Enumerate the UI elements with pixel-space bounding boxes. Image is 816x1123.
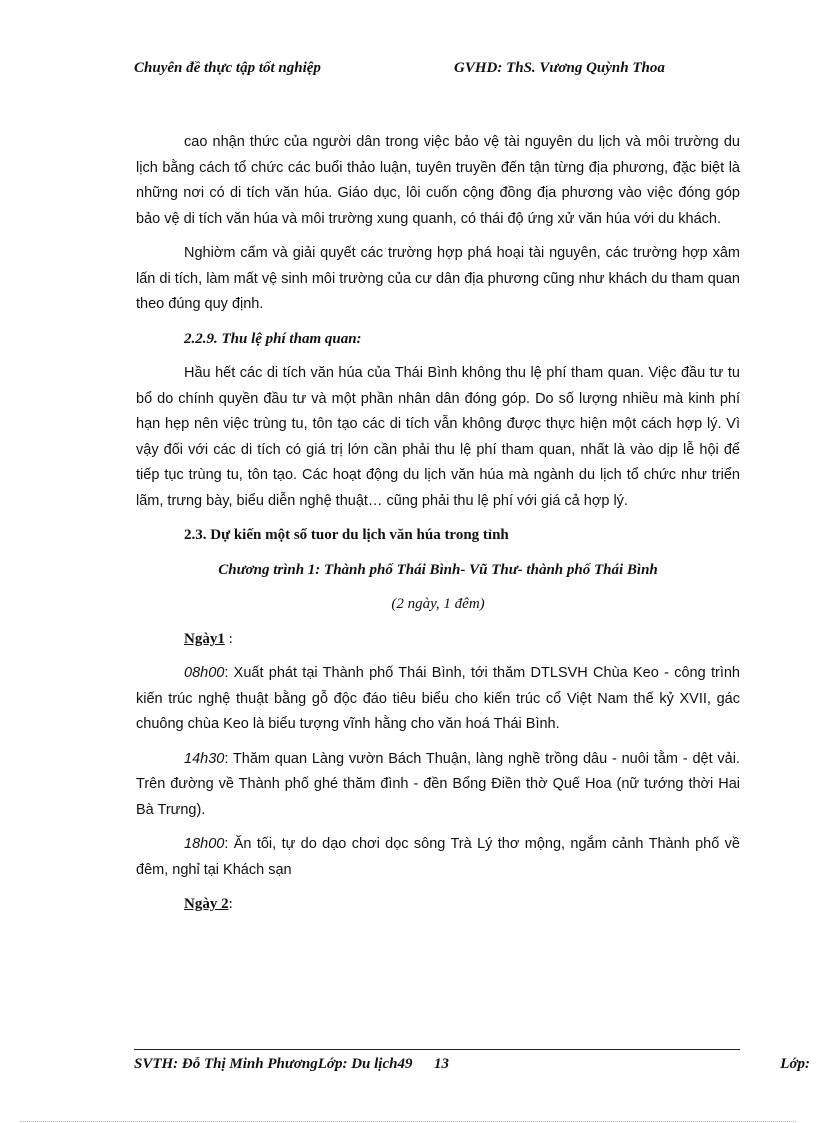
paragraph: Hầu hết các di tích văn húa của Thái Bình không thu lệ phí tham quan. Việc đầu tư tu bổ do chính quyền đầu tư và một phần nhân dân đóng góp. Do số lượng nhiều mà kinh phí hạn hẹp nên việc trùng tu, tôn tạo các di tích vẫn không được thực hiện một cách hợp lý. Vì vậy đối với các di tích có giá trị lớn cần phải thu lệ phí tham quan, nhất là vào dịp lễ hội để tiếp tục trùng tu, tôn tạo. Các hoạt động du lịch văn húa mà ngành du lịch tổ chức như triển lãm, trưng bày, biểu diễn nghệ thuật… cũng phải thu lệ phí với giá cả hợp lý.	[136, 365, 740, 509]
itinerary-item	[136, 747, 740, 824]
day-suffix: :	[228, 896, 233, 912]
footer-student: SVTH: Đỗ Thị Minh PhươngLớp: Du lịch49	[134, 1056, 413, 1072]
time-label: 14h30	[184, 750, 225, 767]
page-bottom-border	[20, 1121, 796, 1122]
day-label: Ngày1	[184, 630, 225, 647]
program-title: Chương trình 1: Thành phố Thái Bình- Vũ Thư- thành phố Thái Bình	[218, 561, 658, 578]
itinerary-item	[136, 832, 740, 883]
page-header	[134, 60, 756, 84]
itinerary-text: : Thăm quan Làng vườn Bách Thuận, làng nghề trồng dâu - nuôi tằm - dệt vải. Trên đường về Thành phố ghé thăm đình - đền Bổng Điền thờ Quế Hoa (nữ tướng thời Hai Bà Trưng).	[136, 750, 740, 818]
program-duration: (2 ngày, 1 đêm)	[391, 596, 485, 612]
time-label: 08h00	[184, 665, 225, 681]
section-heading: 2.2.9. Thu lệ phí tham quan:	[184, 330, 362, 347]
day-label: Ngày 2	[184, 896, 229, 912]
footer-class: Lớp:	[780, 1056, 810, 1072]
paragraph: Nghiờm cấm và giải quyết các trường hợp phá hoại tài nguyên, các trường hợp xâm lấn di tích, làm mất vệ sinh môi trường của cư dân địa phương cũng như khách du tham quan theo đúng quy định.	[136, 245, 740, 312]
itinerary-text: : Ăn tối, tự do dạo chơi dọc sông Trà Lý thơ mộng, ngắm cảnh Thành phố về đêm, nghỉ tại Khách sạn	[136, 836, 740, 878]
page-footer	[134, 1056, 816, 1080]
footer-divider	[134, 1049, 740, 1050]
day-heading	[136, 892, 740, 918]
header-supervisor: GVHD: ThS. Vương Quỳnh Thoa	[454, 60, 665, 76]
itinerary-text: : Xuất phát tại Thành phố Thái Bình, tới thăm DTLSVH Chùa Keo - công trình kiến trúc nghệ thuật bằng gỗ độc đáo tiêu biểu cho kiến trúc cổ Việt Nam thế kỷ XVII, gác chuông chùa Keo là biểu tượng vĩnh hằng cho văn hoá Thái Bình.	[136, 665, 740, 732]
paragraph: cao nhận thức của người dân trong việc bảo vệ tài nguyên du lịch và môi trường du lịch bằng cách tổ chức các buổi thảo luận, tuyên truyền đến tận từng địa phương, đặc biệt là những nơi có di tích văn húa. Giáo dục, lôi cuốn cộng đồng địa phương vào việc đóng góp bảo vệ di tích văn húa và môi trường xung quanh, có thái độ ứng xử văn húa với du khách.	[136, 134, 740, 227]
document-body	[136, 130, 740, 927]
day-suffix: :	[224, 630, 233, 647]
page-number: 13	[434, 1056, 449, 1072]
time-label: 18h00	[184, 836, 225, 852]
header-title: Chuyên đề thực tập tốt nghiệp	[134, 60, 321, 76]
day-heading	[136, 627, 740, 653]
itinerary-item	[136, 661, 740, 738]
section-heading: 2.3. Dự kiến một số tuor du lịch văn húa trong tỉnh	[184, 527, 509, 543]
